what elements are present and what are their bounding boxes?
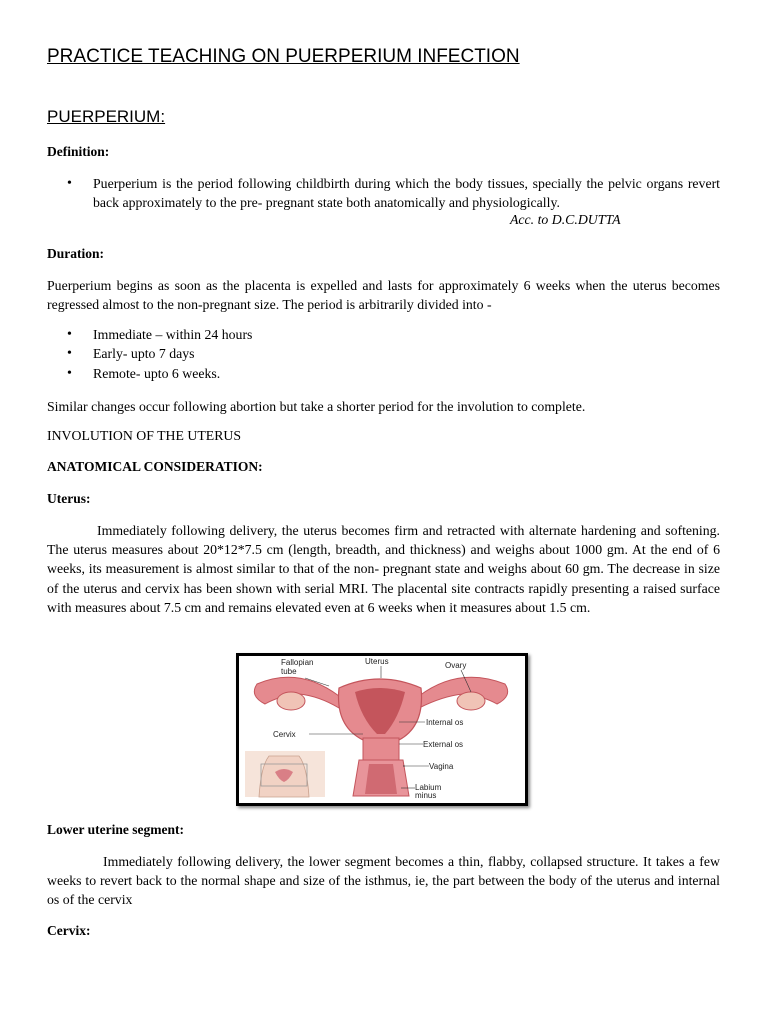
left-ovary [277, 692, 305, 710]
label-labium-2: minus [415, 791, 437, 800]
anatomical-heading: ANATOMICAL CONSIDERATION: [47, 459, 263, 474]
list-item: • Immediate – within 24 hours [47, 325, 720, 344]
list-item: • Remote- upto 6 weeks. [47, 364, 720, 383]
label-fallopian-1: Fallopian [281, 658, 314, 667]
definition-bullet: • Puerperium is the period following childbirth during which the body tissues, specially the pelvic organs revert back approximately to the pre- pregnant state both anatomically and physiologically. [47, 174, 720, 213]
section-heading: PUERPERIUM: [47, 107, 166, 126]
label-fallopian-2: tube [281, 667, 297, 676]
label-cervix: Cervix [273, 730, 296, 739]
vaginal-canal [365, 764, 397, 794]
uterus-diagram [239, 656, 525, 803]
citation: Acc. to D.C.DUTTA [510, 212, 621, 227]
label-external-os: External os [423, 740, 464, 749]
definition-label: Definition: [47, 144, 110, 159]
duration-paragraph: Puerperium begins as soon as the placenta is expelled and lasts for approximately 6 weeks when the uterus becomes regressed almost to the non-pregnant size. The period is arbitrarily divided into - [47, 278, 720, 313]
cervix-label: Cervix: [47, 923, 91, 938]
uterus-anatomy-figure [236, 653, 528, 806]
label-ovary: Ovary [445, 661, 467, 670]
cervix [363, 738, 399, 762]
duration-label: Duration: [47, 246, 104, 261]
right-ovary [457, 692, 485, 710]
lower-segment-paragraph: Immediately following delivery, the lower segment becomes a thin, flabby, collapsed structure. It takes a few weeks to revert back to the normal shape and size of the isthmus, ie, the part between the body of the uterus and internal os of the cervix [47, 854, 720, 908]
involution-heading: INVOLUTION OF THE UTERUS [47, 428, 242, 443]
label-labium-1: Labium [415, 783, 442, 792]
definition-list [47, 174, 720, 213]
document-title: PRACTICE TEACHING ON PUERPERIUM INFECTION [47, 46, 520, 67]
lower-segment-label: Lower uterine segment: [47, 822, 184, 837]
uterus-paragraph: Immediately following delivery, the uterus becomes firm and retracted with alternate hardening and softening. The uterus measures about 20*12*7.5 cm (length, breadth, and thickness) and weighs about 1000 gm. At the end of 6 weeks, its measurement is almost similar to that of the non- pregnant state and weighs about 60 gm. The decrease in size of the uterus and cervix has been shown with serial MRI. The placental site contracts rapidly presenting a raised surface with measures about 7.5 cm and remains elevated even at 6 weeks when it measures about 1.5 cm. [47, 523, 720, 615]
label-vagina: Vagina [429, 762, 454, 771]
list-item: • Early- upto 7 days [47, 344, 720, 363]
abortion-note: Similar changes occur following abortion but take a shorter period for the involution to complete. [47, 399, 586, 414]
uterus-label: Uterus: [47, 491, 91, 506]
label-uterus: Uterus [365, 657, 389, 666]
duration-list [47, 325, 720, 383]
label-internal-os: Internal os [426, 718, 464, 727]
